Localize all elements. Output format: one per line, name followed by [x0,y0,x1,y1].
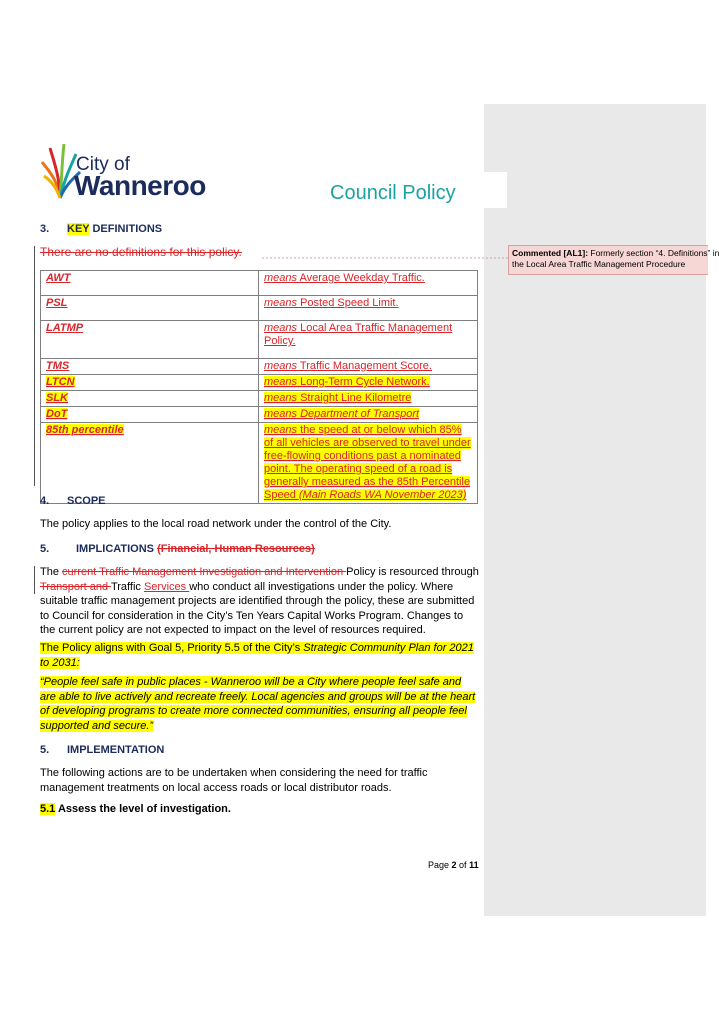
definition-cell: means the speed at or below which 85% of all vehicles are observed to travel under free-flowing conditions past a nominated point. The operating speed of a road is generally measured as the 85th Percentile Speed (Main Roads WA November 2023) [259,423,478,504]
table-row [41,359,478,375]
definition-cell: means Traffic Management Score. [259,359,478,375]
term-cell: LTCN [41,375,259,391]
document-title: Council Policy [330,182,456,204]
table-row [41,296,478,321]
table-row [41,407,478,423]
key-word: KEY [67,223,90,235]
definition-cell: means Average Weekday Traffic. [259,271,478,296]
logo-city-of: City of [76,154,130,175]
term-cell: TMS [41,359,259,375]
implementation-paragraph: The following actions are to be undertaken when considering the need for traffic management treatments on local access roads or local distributor roads. [40,767,428,794]
logo-wanneroo: Wanneroo [74,170,206,201]
alignment-paragraph: The Policy aligns with Goal 5, Priority 5.5 of the City’s Strategic Community Plan for 2021 to 2031: [40,642,474,669]
table-row [41,271,478,296]
definition-cell: means Posted Speed Limit. [259,296,478,321]
subsection-5-1: 5.1 Assess the level of investigation. [40,803,231,815]
term-cell: DoT [41,407,259,423]
header-box [484,172,507,208]
table-row [41,391,478,407]
definition-cell: means Straight Line Kilometre [259,391,478,407]
definition-cell: means Long-Term Cycle Network. [259,375,478,391]
term-cell: AWT [41,271,259,296]
definition-cell: means Department of Transport [259,407,478,423]
term-cell: PSL [41,296,259,321]
comment-pane [484,104,706,916]
implementation-heading: 5. IMPLEMENTATION [40,744,165,756]
table-row [41,423,478,504]
strategic-quote: “People feel safe in public places - Wanneroo will be a City where people feel safe and are able to live actively and recreate freely. Local agencies and groups will be at the heart of developing programs to create more connected communities, ensuring all people feel supported and secure.” [40,676,476,732]
definition-cell: means Local Area Traffic Management Policy. [259,321,478,359]
section-4-heading: 4. SCOPE [40,495,106,507]
city-logo [40,140,230,206]
comment-balloon[interactable]: Commented [AL1]: Formerly section “4. Definitions” in the Local Area Traffic Management Procedure [508,245,708,275]
table-row [41,375,478,391]
implications-paragraph: The current Traffic Management Investigation and Intervention Policy is resourced through Transport and Traffic Services who conduct all investigations under the policy. Where suitable traffic management projects are identified through the policy, these are submitted to Council for consideration in the City’s Ten Years Capital Works Program. Changes to the current policy are not expected to impact on the level of resources required. [40,566,479,636]
revision-bar [34,246,35,486]
revision-bar [34,566,35,594]
table-row [41,321,478,359]
term-cell: LATMP [41,321,259,359]
definitions-table [40,270,478,504]
scope-paragraph: The policy applies to the local road network under the control of the City. [40,518,392,530]
section-5-heading: 5. IMPLICATIONS (Financial, Human Resources) [40,543,315,555]
section-3-heading: 3. KEY DEFINITIONS [40,223,163,235]
term-cell: SLK [41,391,259,407]
page-number: Page 2 of 11 [428,860,479,870]
deleted-no-definitions: There are no definitions for this policy. [40,245,242,259]
term-cell: 85th percentile [41,423,259,504]
